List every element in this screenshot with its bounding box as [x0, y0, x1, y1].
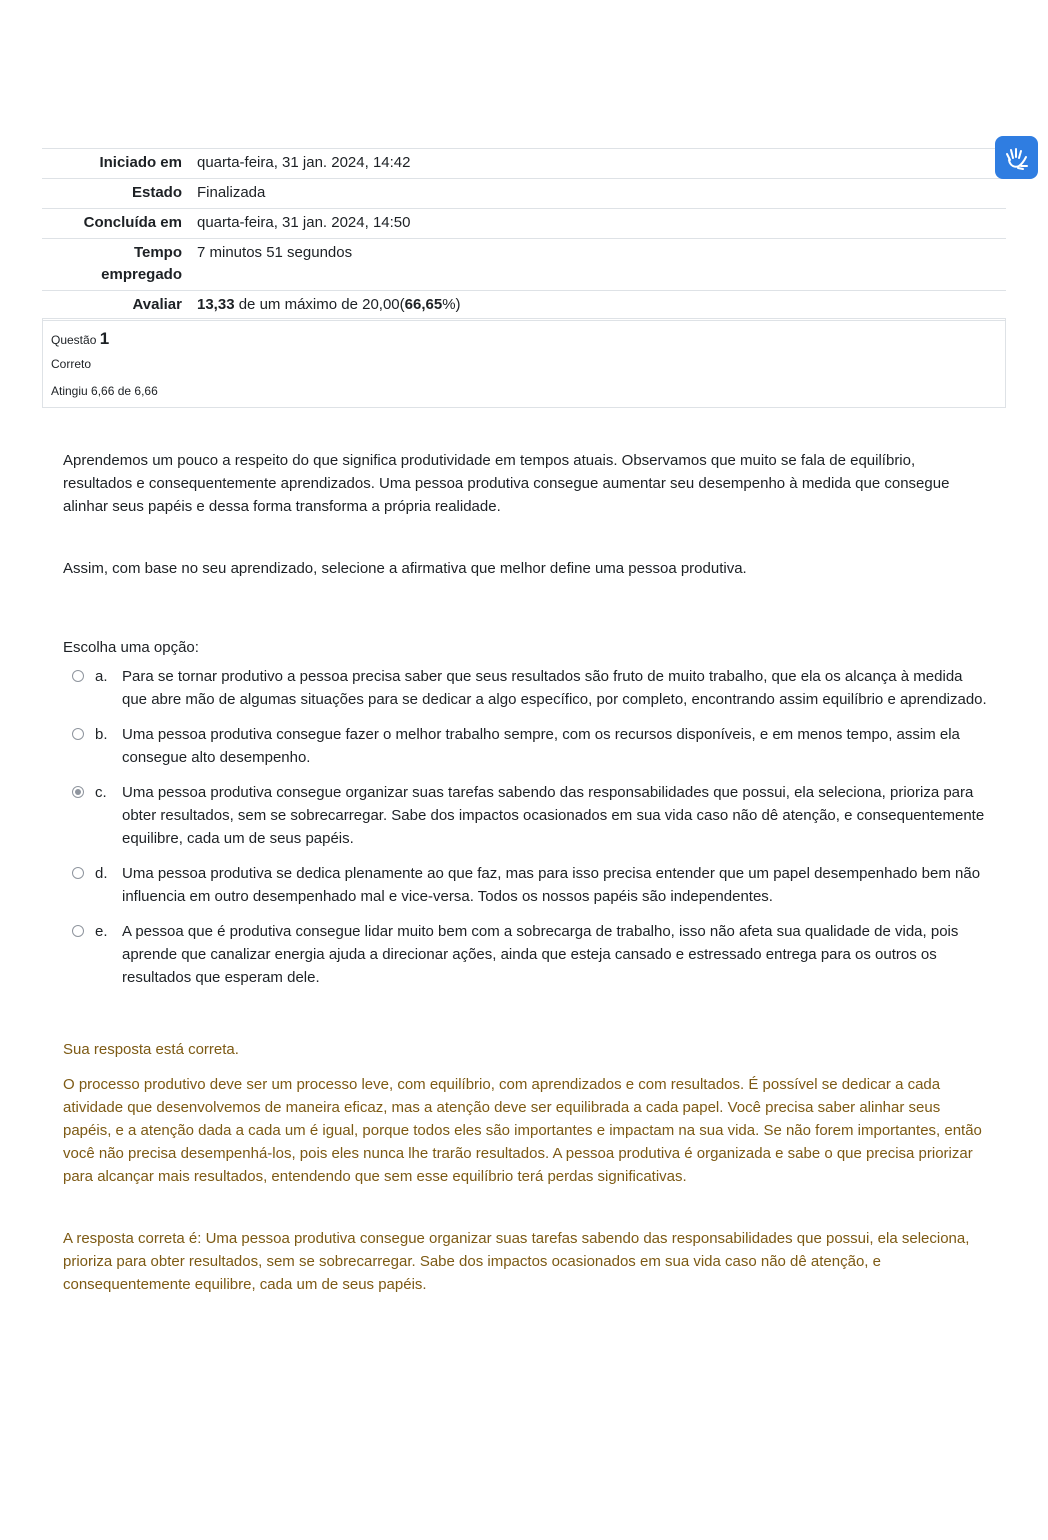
completed-label: Concluída em	[42, 209, 189, 239]
state-label: Estado	[42, 179, 189, 209]
grade-label: Avaliar	[42, 291, 189, 321]
answer-option-d[interactable]	[63, 862, 988, 908]
summary-row-grade	[42, 291, 1006, 321]
answer-prompt: Escolha uma opção:	[63, 639, 199, 656]
answer-option-c[interactable]	[63, 781, 988, 850]
radio-button[interactable]	[72, 670, 84, 682]
started-label: Iniciado em	[42, 149, 189, 179]
answer-option-b[interactable]	[63, 723, 988, 769]
question-label: Questão	[51, 333, 97, 347]
option-text: Uma pessoa produtiva consegue organizar suas tarefas sabendo das responsabilidades que possui, ela seleciona, prioriza para obter resultados, sem se sobrecarregar. Sabe dos impactos ocasionados em sua vida caso não dê atenção, e consequentemente equilibre, cada um de seus papéis.	[122, 784, 985, 847]
right-answer: A resposta correta é: Uma pessoa produtiva consegue organizar suas tarefas sabendo das responsabilidades que possui, ela seleciona, prioriza para obter resultados, sem se sobrecarregar. Sabe dos impactos ocasionados em sua vida caso não dê atenção, e consequentemente equilibre, cada um de seus papéis.	[63, 1230, 970, 1293]
option-letter: c.	[95, 784, 107, 801]
grade-value	[189, 291, 1006, 321]
option-letter: a.	[95, 668, 108, 685]
option-text: Para se tornar produtivo a pessoa precisa saber que seus resultados são fruto de muito trabalho, que ela os alcança à medida que abre mão de algumas situações para se dedicar a algo específico, por completo, encontrando assim equilíbrio e aprendizado.	[122, 668, 987, 708]
option-text: A pessoa que é produtiva consegue lidar muito bem com a sobrecarga de trabalho, isso não afeta sua qualidade de vida, pois aprende que canalizar energia ajuda a direcionar ações, ainda que esteja cansado e estressado entrega para os outros os resultados que esperam dele.	[122, 923, 959, 986]
radio-button[interactable]	[72, 728, 84, 740]
completed-value: quarta-feira, 31 jan. 2024, 14:50	[189, 209, 1006, 239]
grade-score: 13,33	[197, 296, 235, 313]
grade-suffix: %)	[442, 296, 461, 313]
answer-options	[63, 665, 988, 989]
question-info-box	[42, 318, 1006, 408]
hand-sign-language-icon	[1004, 145, 1030, 171]
summary-row-state	[42, 179, 1006, 209]
question-mark: Atingiu 6,66 de 6,66	[51, 384, 158, 398]
question-text-paragraph-2: Assim, com base no seu aprendizado, selecione a afirmativa que melhor define uma pessoa produtiva.	[63, 560, 747, 577]
feedback-section	[63, 1038, 988, 1296]
grade-percent: 66,65	[404, 296, 443, 313]
question-number	[51, 329, 109, 349]
option-letter: b.	[95, 726, 108, 743]
specific-feedback: Sua resposta está correta.	[63, 1041, 239, 1058]
question-text-paragraph-1: Aprendemos um pouco a respeito do que significa produtividade em tempos atuais. Observamos que muito se fala de equilíbrio, resultados e consequentemente aprendizados. Uma pessoa produtiva consegue aumentar seu desempenho à medida que consegue alinhar seus papéis e dessa forma transforma a própria realidade.	[63, 452, 950, 515]
grade-middle: de um máximo de 20,00(	[234, 296, 405, 313]
summary-row-time	[42, 239, 1006, 291]
radio-button[interactable]	[72, 867, 84, 879]
accessibility-button[interactable]	[995, 136, 1038, 179]
option-text: Uma pessoa produtiva consegue fazer o melhor trabalho sempre, com os recursos disponíveis, e em menos tempo, assim ela consegue alto desempenho.	[122, 726, 960, 766]
question-text	[63, 449, 988, 580]
radio-button[interactable]	[72, 925, 84, 937]
started-value: quarta-feira, 31 jan. 2024, 14:42	[189, 149, 1006, 179]
time-value: 7 minutos 51 segundos	[189, 239, 1006, 291]
option-letter: e.	[95, 923, 108, 940]
time-label: Tempo empregado	[42, 239, 189, 291]
summary-row-started	[42, 149, 1006, 179]
option-letter: d.	[95, 865, 108, 882]
answer-option-e[interactable]	[63, 920, 988, 989]
quiz-summary-table	[42, 148, 1006, 321]
question-state: Correto	[51, 357, 92, 371]
radio-button-selected[interactable]	[72, 786, 84, 798]
answer-option-a[interactable]	[63, 665, 988, 711]
state-value: Finalizada	[189, 179, 1006, 209]
option-text: Uma pessoa produtiva se dedica plenamente ao que faz, mas para isso precisa entender que um papel desempenhado bem não influencia em outro desempenhado mal e vice-versa. Todos os nossos papéis são independentes.	[122, 865, 981, 905]
summary-row-completed	[42, 209, 1006, 239]
question-number-value: 1	[99, 329, 110, 348]
general-feedback: O processo produtivo deve ser um processo leve, com equilíbrio, com aprendizados e com resultados. É possível se dedicar a cada atividade que desenvolvemos de maneira eficaz, mas a atenção deve ser equilibrada a cada papel. Você precisa saber alinhar seus papéis, e a atenção dada a cada um é igual, porque todos eles são importantes e impactam na sua vida. Se não forem importantes, então você não precisa desempenhá-los, pois eles nunca lhe trarão resultados. A pessoa produtiva é organizada e sabe o que precisa priorizar para alcançar mais resultados, entendendo que sem esse equilíbrio terá perdas significativas.	[63, 1076, 982, 1185]
question-content	[63, 449, 988, 1296]
